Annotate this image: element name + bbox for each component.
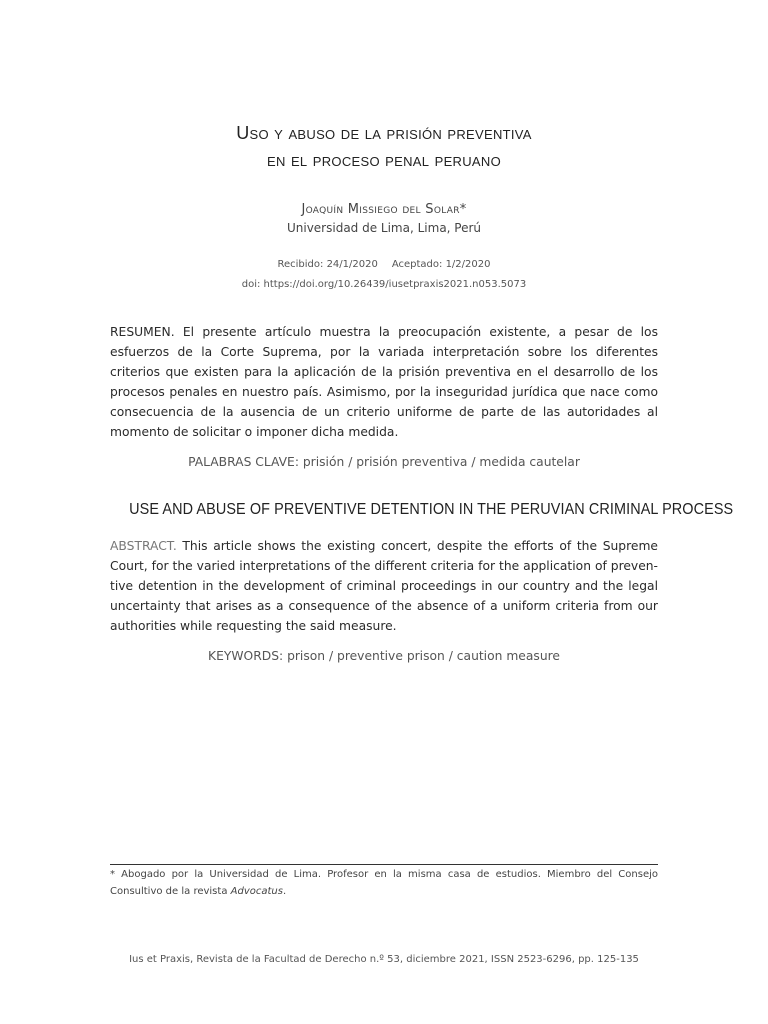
received-date: Recibido: 24/1/2020	[277, 259, 378, 270]
abstract-label: ABSTRACT.	[110, 539, 177, 553]
english-title: USE AND ABUSE OF PREVENTIVE DETENTION IN THE PERUVIAN CRIMINAL PROCESS	[129, 501, 734, 518]
accepted-date: Aceptado: 1/2/2020	[391, 259, 491, 270]
footnote-journal: Advocatus	[230, 886, 283, 897]
palabras-clave: PALABRAS CLAVE: prisión / prisión preventiva / medida cautelar	[188, 455, 580, 469]
paper-page	[110, 0, 734, 1024]
abstract-paragraph	[110, 536, 658, 636]
resumen-paragraph	[110, 322, 658, 442]
resumen-label: RESUMEN.	[110, 325, 175, 339]
article-title-line-1: Uso y abuso de la prisión preventiva	[236, 123, 532, 143]
footnote-text: * Abogado por la Universidad de Lima. Profesor en la misma casa de estudios. Miembro del Consejo Consultivo de la revista	[110, 869, 658, 897]
footnote-end: .	[282, 886, 287, 897]
submission-dates	[110, 259, 658, 270]
resumen-text: El presente artículo muestra la preocupación existente, a pesar de los esfuerzos de la Corte Suprema, por la variada interpretación sobre los diferentes criterios que existen para la aplicación de la prisión preventiva en el desarrollo de los procesos penales en nuestro país. Asimismo, por la inseguridad jurídica que nace como consecuencia de la ausencia de un criterio uniforme de parte de las autoridades al momento de solicitar o imponer dicha medida.	[110, 325, 658, 439]
abstract-text: This article shows the existing concert, despite the efforts of the Supreme Court, for the varied interpretations of the different criteria for the application of preven-tive detention in the development of criminal proceedings in our country and the legal uncertainty that arises as a consequence of the absence of a uniform criteria from our authorities while requesting the said measure.	[110, 539, 658, 633]
keywords: KEYWORDS: prison / preventive prison / caution measure	[208, 649, 560, 663]
footnote-divider	[110, 864, 658, 865]
author-name: Joaquín Missiego del Solar*	[301, 202, 467, 217]
doi-link[interactable]: doi: https://doi.org/10.26439/iusetpraxis2021.n053.5073	[241, 279, 527, 290]
journal-footer: Ius et Praxis, Revista de la Facultad de Derecho n.º 53, diciembre 2021, ISSN 2523-6296, pp. 125-135	[129, 954, 639, 965]
author-affiliation: Universidad de Lima, Lima, Perú	[286, 221, 482, 235]
author-footnote	[110, 866, 658, 900]
article-title	[110, 120, 658, 174]
article-title-line-2: en el proceso penal peruano	[267, 150, 501, 170]
